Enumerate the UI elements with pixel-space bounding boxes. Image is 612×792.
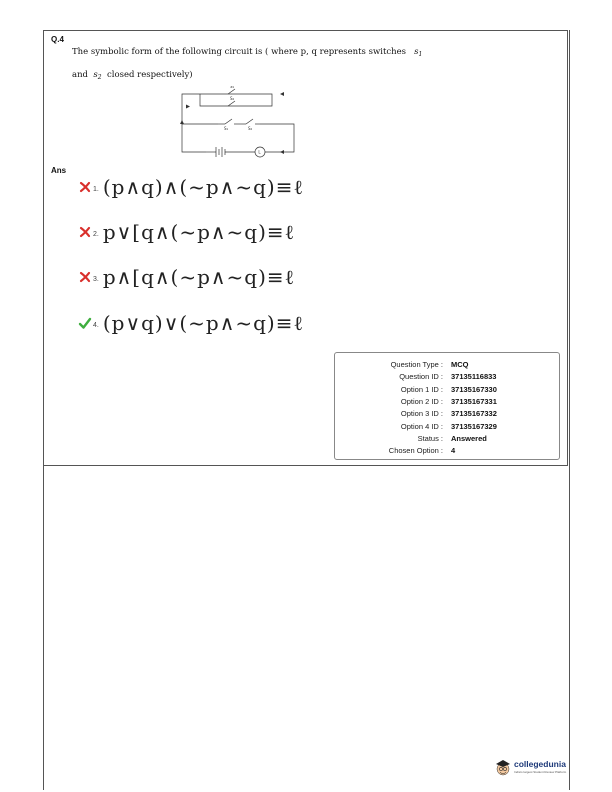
info-row	[335, 408, 561, 420]
wrong-mark-icon	[78, 270, 92, 284]
circuit-wire-left	[182, 108, 218, 124]
info-value: 37135116833	[451, 372, 497, 382]
info-label: Status :	[417, 433, 443, 443]
label-bottom-right: S₂	[248, 126, 253, 131]
circuit-wire-top-left	[182, 94, 200, 108]
info-row	[335, 371, 561, 383]
wrong-mark-icon	[78, 180, 92, 194]
option-number: 1.	[93, 185, 99, 193]
question-line-2	[72, 65, 432, 88]
check-mark-icon	[78, 316, 92, 330]
info-value: 4	[451, 446, 456, 456]
arrow-head	[186, 105, 190, 109]
info-label: Option 3 ID :	[400, 409, 443, 419]
circuit-wire-right	[260, 124, 294, 152]
question-line-1	[72, 42, 432, 65]
option-1[interactable]	[78, 172, 304, 202]
question-info-panel	[334, 352, 560, 460]
circuit-wire-bottom-left	[182, 124, 206, 152]
info-row	[335, 359, 561, 371]
switch-s1-symbol: s	[414, 47, 419, 57]
switch-bottom-right	[246, 119, 253, 124]
option-expression: p∨[q∧(~p∧~q)≡ℓ	[102, 219, 296, 244]
option-3[interactable]	[78, 262, 295, 292]
option-expression: (p∧q)∧(~p∧~q)≡ℓ	[102, 174, 305, 199]
info-label: Option 1 ID :	[400, 384, 443, 394]
info-value: 37135167331	[451, 396, 497, 406]
info-row	[335, 384, 561, 396]
info-value: 37135167330	[451, 384, 497, 394]
mascot-icon	[494, 758, 512, 778]
info-value: MCQ	[451, 360, 469, 369]
label-mid-switch: S₂	[230, 96, 235, 101]
info-row	[335, 421, 561, 433]
arrow-head	[280, 92, 284, 96]
question-number: Q.4	[51, 35, 64, 44]
label-bulb: L	[258, 149, 261, 155]
info-label: Option 4 ID :	[400, 421, 443, 431]
info-label: Option 2 ID :	[400, 396, 443, 406]
switch-s2-symbol: s	[93, 70, 98, 80]
label-bottom-left: S₁	[224, 126, 229, 131]
option-4[interactable]	[78, 308, 304, 338]
collegedunia-logo[interactable]	[494, 758, 572, 780]
logo-tagline: India's largest Student Review Platform	[514, 770, 567, 774]
switch-s2-subscript: 2	[97, 74, 102, 81]
answer-label: Ans	[51, 166, 67, 175]
info-value: 37135167332	[451, 409, 497, 419]
option-number: 3.	[93, 275, 99, 283]
circuit-wire-parallel	[200, 94, 272, 106]
info-row	[335, 445, 561, 457]
info-row	[335, 433, 561, 445]
question-text-line1: The symbolic form of the following circuit is ( where p, q represents switches	[72, 47, 407, 57]
switch-mid	[228, 101, 235, 106]
label-top-switch: S₁	[230, 86, 235, 89]
info-value: 37135167329	[451, 421, 497, 431]
question-text-line2: closed respectively)	[107, 70, 193, 80]
wrong-mark-icon	[78, 225, 92, 239]
circuit-diagram	[170, 86, 300, 158]
switch-bottom-left	[225, 119, 232, 124]
info-label: Question Type :	[390, 360, 443, 369]
option-number: 4.	[93, 321, 99, 329]
switch-top	[228, 89, 235, 94]
logo-text: collegedunia	[514, 759, 566, 769]
switch-s1-subscript: 1	[418, 51, 423, 58]
info-row	[335, 396, 561, 408]
question-and: and	[72, 70, 88, 80]
option-expression: (p∨q)∨(~p∧~q)≡ℓ	[102, 310, 305, 335]
info-label: Chosen Option :	[388, 446, 443, 456]
info-value: Answered	[451, 433, 487, 443]
option-number: 2.	[93, 230, 99, 238]
option-expression: p∧[q∧(~p∧~q)≡ℓ	[102, 264, 296, 289]
info-label: Question ID :	[399, 372, 443, 382]
arrow-head	[280, 150, 284, 154]
option-2[interactable]	[78, 217, 295, 247]
question-text	[72, 42, 432, 88]
arrow-head	[180, 120, 184, 124]
